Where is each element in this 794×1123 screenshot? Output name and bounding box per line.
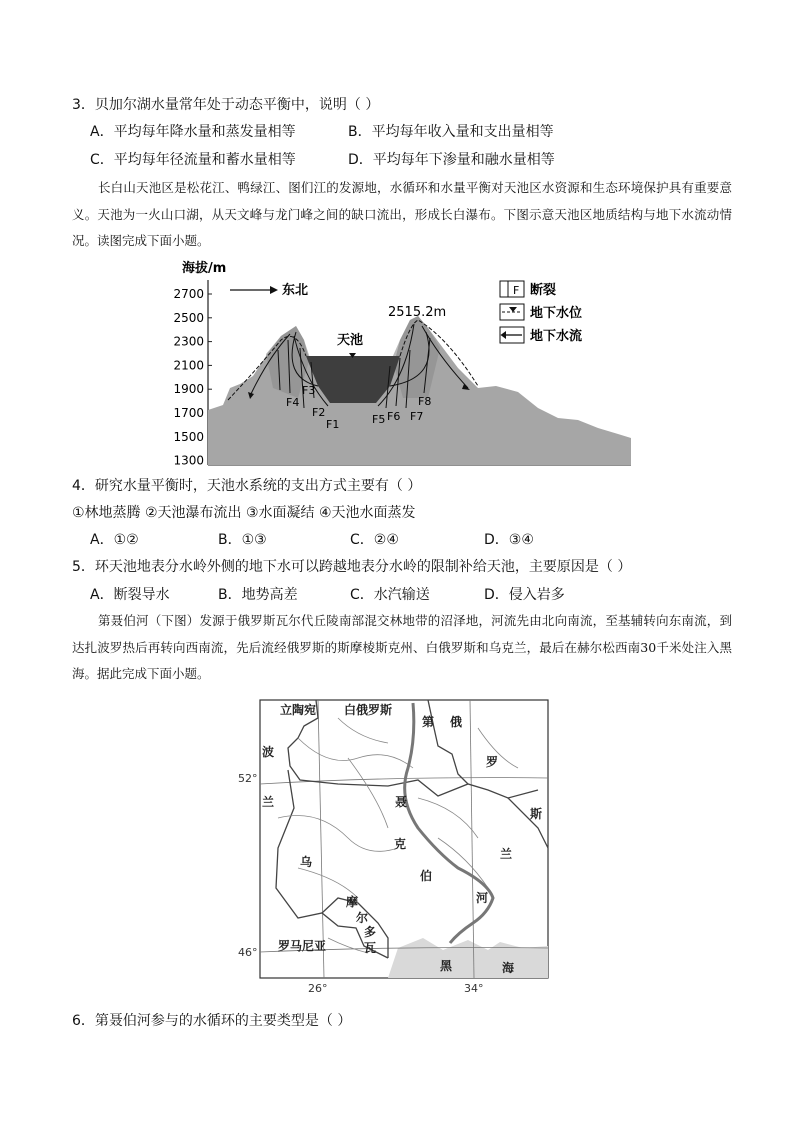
fault-f2: F2 xyxy=(312,406,326,419)
q5-stem: 5．环天池地表分水岭外侧的地下水可以跨越地表分水岭的限制补给天池，主要原因是（ ） xyxy=(72,559,632,575)
q5-option-d: D．侵入岩多 xyxy=(484,587,565,603)
label-ukraine-3: 兰 xyxy=(500,847,513,861)
q4-option-a: A．①② xyxy=(90,532,139,548)
q5-option-b: B．地势高差 xyxy=(218,587,298,603)
legend-fault-symbol: F xyxy=(513,284,520,297)
lon-34: 34° xyxy=(464,982,484,995)
q3-option-b: B．平均每年收入量和支出量相等 xyxy=(348,124,554,140)
ytick-label: 1500 xyxy=(173,429,204,444)
label-romania: 罗马尼亚 xyxy=(278,939,327,953)
tianchi-cross-section-figure xyxy=(173,258,638,468)
q3-option-a: A．平均每年降水量和蒸发量相等 xyxy=(90,124,296,140)
label-moldova-4: 瓦 xyxy=(364,941,377,955)
q5-option-c: C．水汽输送 xyxy=(350,587,430,603)
q4-option-c: C．②④ xyxy=(350,532,399,548)
sea-char-2: 海 xyxy=(502,961,515,975)
sea-char-1: 黑 xyxy=(440,959,453,973)
fault-f7: F7 xyxy=(410,410,424,423)
label-russia-2: 罗 xyxy=(486,755,499,769)
label-moldova-2: 尔 xyxy=(356,911,369,925)
ytick-label: 1900 xyxy=(173,382,204,397)
figure1-legend xyxy=(500,281,582,344)
label-russia-1: 俄 xyxy=(450,715,463,729)
ytick-label: 1700 xyxy=(173,406,204,420)
figure1-ylabel: 海拔/m xyxy=(182,261,227,276)
lat-46: 46° xyxy=(238,946,258,959)
label-russia-3: 斯 xyxy=(530,807,543,821)
legend-groundwater-flow: 地下水流 xyxy=(530,329,583,344)
q4-items: ①林地蒸腾 ②天池瀑布流出 ③水面凝结 ④天池水面蒸发 xyxy=(72,505,416,521)
label-poland-1: 波 xyxy=(262,745,275,759)
label-moldova-3: 多 xyxy=(364,925,377,939)
fault-f6: F6 xyxy=(387,410,401,423)
ytick-label: 2300 xyxy=(173,334,204,349)
fault-f5: F5 xyxy=(372,413,386,426)
lon-26: 26° xyxy=(308,982,328,995)
lake-label: 天池 xyxy=(337,333,364,348)
passage-dnieper: 第聂伯河（下图）发源于俄罗斯瓦尔代丘陵南部混交林地带的沼泽地，河流先由北向南流，至基辅转向东南流，到达扎波罗热后再转向西南流，先后流经俄罗斯的斯摩棱斯克州、白俄罗斯和乌克兰，最后在赫尔松西南30千米处注入黑海。据此完成下面小题。 xyxy=(72,613,732,681)
legend-water-table: 地下水位 xyxy=(530,306,583,321)
label-ukraine-1: 乌 xyxy=(300,855,313,869)
legend-fault: 断裂 xyxy=(530,283,557,298)
q3-option-d: D．平均每年下渗量和融水量相等 xyxy=(348,152,555,168)
q4-stem: 4．研究水量平衡时，天池水系统的支出方式主要有（ ） xyxy=(72,478,422,494)
ytick-label: 1300 xyxy=(173,453,204,468)
river-char-1: 第 xyxy=(422,715,435,729)
q4-option-b: B．①③ xyxy=(218,532,267,548)
direction-label: 东北 xyxy=(282,283,309,298)
q3-stem: 3．贝加尔湖水量常年处于动态平衡中，说明（ ） xyxy=(72,97,380,113)
ytick-label: 2700 xyxy=(173,287,204,301)
river-char-3: 伯 xyxy=(420,869,433,883)
fault-f8: F8 xyxy=(418,395,432,408)
label-ukraine-2: 克 xyxy=(394,837,407,851)
label-poland-2: 兰 xyxy=(262,795,275,809)
label-moldova-1: 摩 xyxy=(346,895,359,909)
q4-option-d: D．③④ xyxy=(484,532,534,548)
ytick-label: 2100 xyxy=(173,358,204,373)
q3-option-c: C．平均每年径流量和蓄水量相等 xyxy=(90,152,296,168)
lat-52: 52° xyxy=(238,772,258,785)
fault-f4: F4 xyxy=(286,396,300,409)
fault-f3: F3 xyxy=(302,384,316,397)
label-belarus: 白俄罗斯 xyxy=(344,703,393,717)
dnieper-map-figure xyxy=(238,698,558,998)
passage-tianchi: 长白山天池区是松花江、鸭绿江、图们江的发源地，水循环和水量平衡对天池区水资源和生态环境保护具有重要意义。天池为一火山口湖，从天文峰与龙门峰之间的缺口流出，形成长白瀑布。下图示意天池区地质结构与地下水流动情况。读图完成下面小题。 xyxy=(72,180,732,248)
q5-option-a: A．断裂导水 xyxy=(90,587,170,603)
figure1-yticks xyxy=(173,287,212,468)
fault-f1: F1 xyxy=(326,418,340,431)
q6-stem: 6．第聂伯河参与的水循环的主要类型是（ ） xyxy=(72,1013,352,1029)
river-char-4: 河 xyxy=(476,891,489,905)
river-char-2: 聂 xyxy=(395,795,408,809)
peak-elevation-label: 2515.2m xyxy=(388,305,447,320)
label-lithuania: 立陶宛 xyxy=(280,703,317,717)
ytick-label: 2500 xyxy=(173,310,204,325)
